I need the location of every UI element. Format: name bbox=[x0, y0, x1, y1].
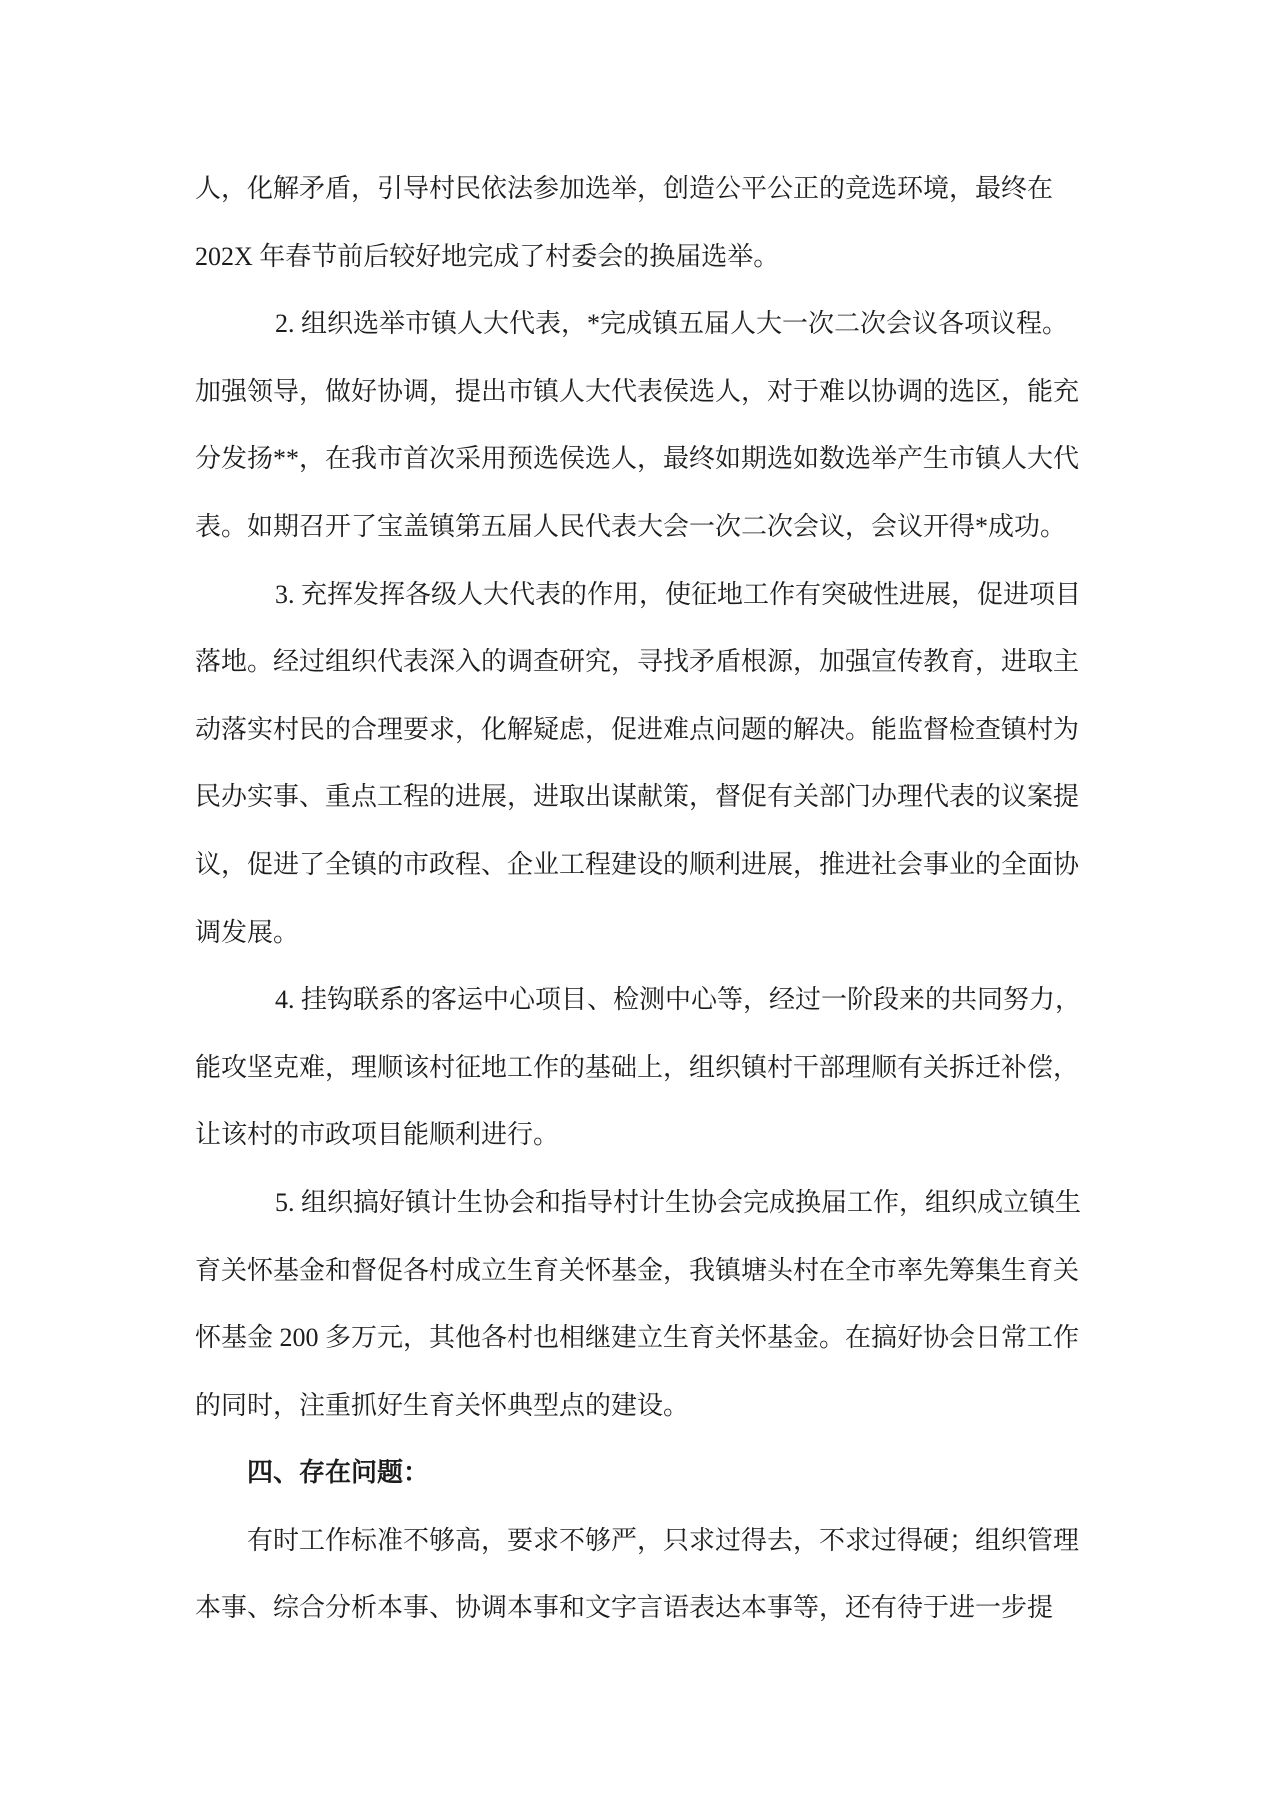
text-line: 落地。经过组织代表深入的调查研究，寻找矛盾根源，加强宣传教育，进取主 bbox=[195, 647, 1080, 677]
paragraph-item-3 bbox=[195, 561, 1125, 967]
text-line: 4. 挂钩联系的客运中心项目、检测中心等，经过一阶段来的共同努力， bbox=[275, 985, 1082, 1015]
text-line: 2. 组织选举市镇人大代表，*完成镇五届人大一次二次会议各项议程。 bbox=[275, 309, 1069, 339]
text-line: 分发扬**，在我市首次采用预选侯选人，最终如期选如数选举产生市镇人大代 bbox=[195, 444, 1080, 474]
text-line: 的同时，注重抓好生育关怀典型点的建设。 bbox=[195, 1390, 690, 1420]
text-line: 5. 组织搞好镇计生协会和指导村计生协会完成换届工作，组织成立镇生 bbox=[275, 1187, 1082, 1217]
text-line: 调发展。 bbox=[195, 917, 300, 947]
paragraph-problems bbox=[195, 1507, 1125, 1642]
text-line: 民办实事、重点工程的进展，进取出谋献策，督促有关部门办理代表的议案提 bbox=[195, 782, 1080, 812]
text-line: 育关怀基金和督促各村成立生育关怀基金，我镇塘头村在全市率先筹集生育关 bbox=[195, 1255, 1080, 1285]
document-body bbox=[195, 155, 1125, 1642]
text-line: 3. 充挥发挥各级人大代表的作用，使征地工作有突破性进展，促进项目 bbox=[275, 579, 1082, 609]
paragraph-continuation bbox=[195, 155, 1125, 290]
text-line: 人，化解矛盾，引导村民依法参加选举，创造公平公正的竞选环境，最终在 bbox=[195, 174, 1054, 203]
paragraph-item-4 bbox=[195, 966, 1125, 1169]
text-line: 让该村的市政项目能顺利进行。 bbox=[195, 1120, 560, 1150]
text-line: 怀基金 200 多万元，其他各村也相继建立生育关怀基金。在搞好协会日常工作 bbox=[195, 1323, 1080, 1353]
text-line: 有时工作标准不够高，要求不够严，只求过得去，不求过得硬；组织管理 bbox=[247, 1525, 1080, 1555]
text-line: 议，促进了全镇的市政程、企业工程建设的顺利进展，推进社会事业的全面协 bbox=[195, 849, 1080, 879]
paragraph-item-2 bbox=[195, 290, 1125, 560]
paragraph-item-5 bbox=[195, 1169, 1125, 1439]
text-line: 动落实村民的合理要求，化解疑虑，促进难点问题的解决。能监督检查镇村为 bbox=[195, 714, 1080, 744]
section-heading: 四、存在问题： bbox=[247, 1458, 430, 1488]
text-line: 能攻坚克难，理顺该村征地工作的基础上，组织镇村干部理顺有关拆迁补偿， bbox=[195, 1052, 1080, 1082]
text-line: 表。如期召开了宝盖镇第五届人民代表大会一次二次会议，会议开得*成功。 bbox=[195, 511, 1067, 541]
text-line: 202X 年春节前后较好地完成了村委会的换届选举。 bbox=[195, 241, 780, 271]
text-line: 加强领导，做好协调，提出市镇人大代表侯选人，对于难以协调的选区，能充 bbox=[195, 376, 1080, 406]
text-line: 本事、综合分析本事、协调本事和文字言语表达本事等，还有待于进一步提 bbox=[195, 1593, 1054, 1623]
